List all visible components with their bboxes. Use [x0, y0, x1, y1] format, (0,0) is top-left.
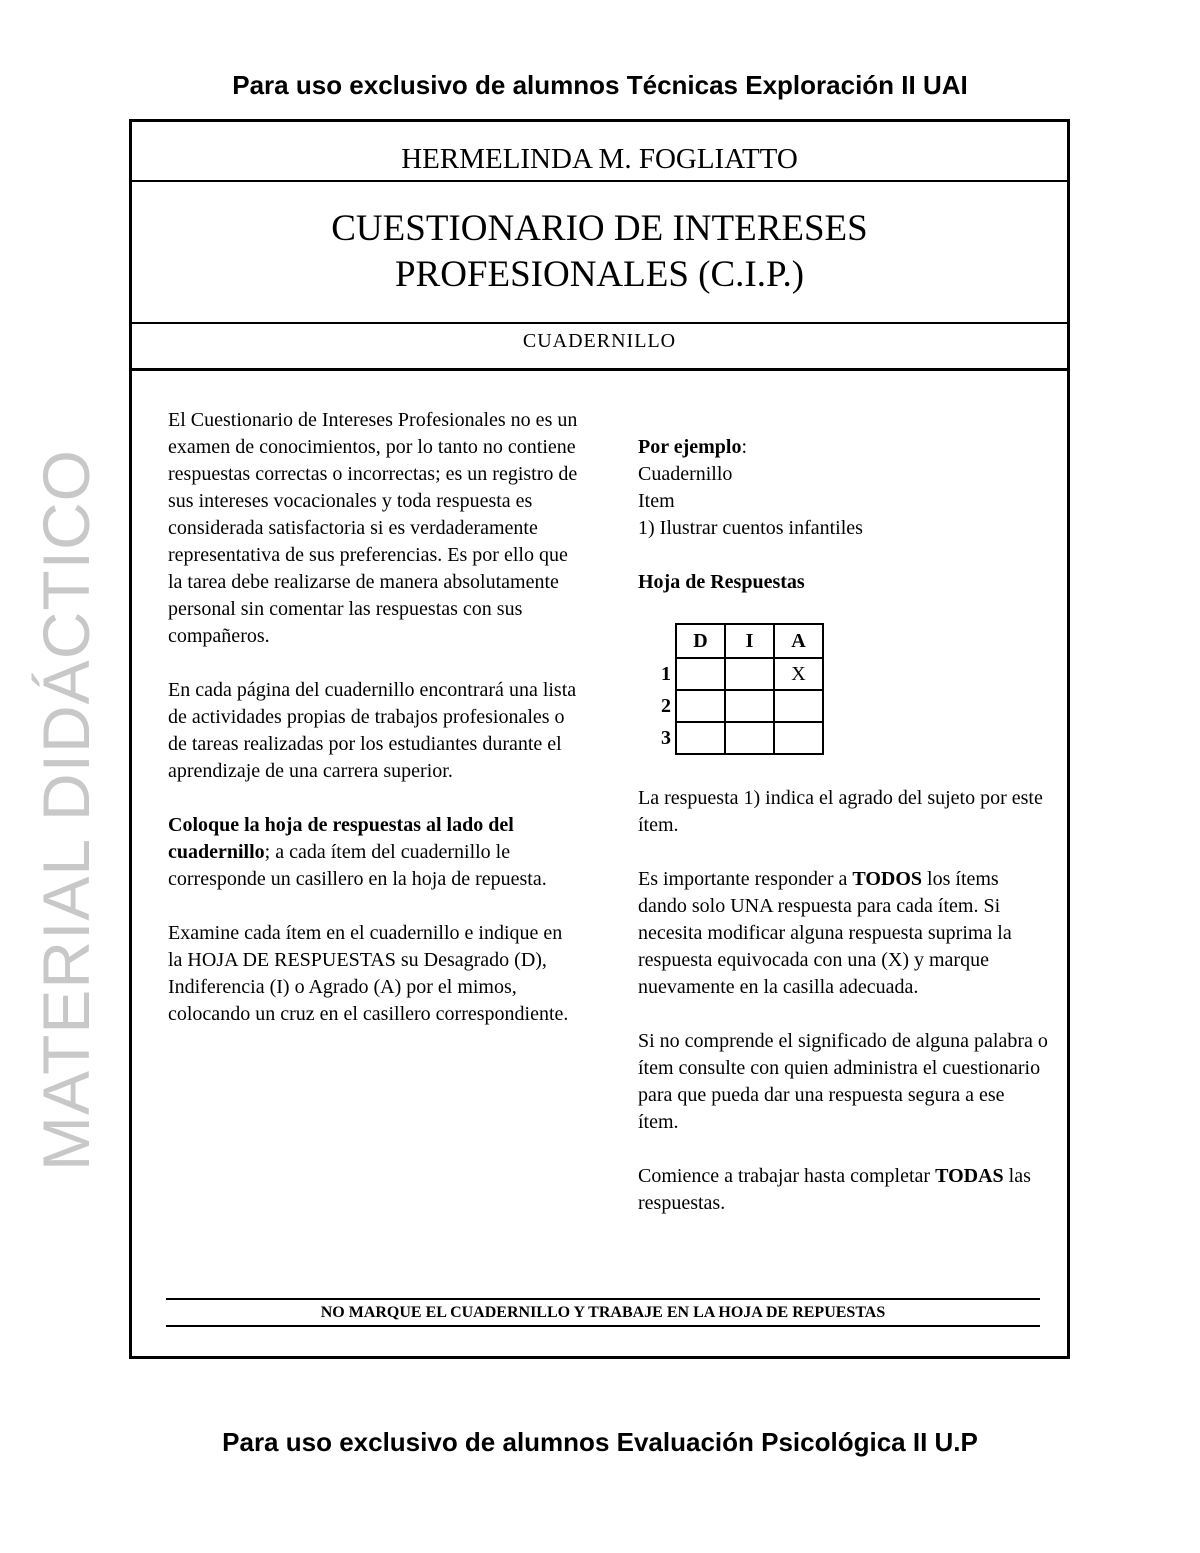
document-subtitle: CUADERNILLO [132, 324, 1067, 371]
footer-warning: NO MARQUE EL CUADERNILLO Y TRABAJE EN LA HOJA DE REPUESTAS [166, 1298, 1040, 1327]
grid-cell [676, 690, 725, 722]
title-line-1: CUESTIONARIO DE INTERESES [331, 208, 868, 249]
grid-row-label: 3 [661, 726, 671, 749]
example-line-2: Item [638, 490, 675, 512]
start-bold: TODAS [935, 1165, 1004, 1187]
instructions-right-column [638, 434, 1048, 1217]
grid-column-header: I [725, 624, 774, 658]
paragraph-start [638, 1163, 1048, 1217]
answer-sheet-label: Hoja de Respuestas [638, 571, 805, 593]
grid-cell [676, 722, 725, 754]
start-post: las respuestas. [638, 1165, 1031, 1214]
example-colon: : [741, 436, 748, 458]
grid-row [648, 690, 823, 722]
grid-header-row [648, 624, 823, 658]
grid-cell: X [774, 658, 823, 690]
paragraph-doubts: Si no comprende el significado de alguna palabra o ítem consulte con quien administra el cuestionario para que pueda dar una respuesta segura a ese ítem. [638, 1030, 1048, 1133]
paragraph-answer-meaning: La respuesta 1) indica el agrado del sujeto por este ítem. [638, 787, 1043, 836]
bottom-banner: Para uso exclusivo de alumnos Evaluación Psicológica II U.P [222, 1427, 978, 1457]
paragraph-content: En cada página del cuadernillo encontrará una lista de actividades propias de trabajos profesionales o de tareas realizadas por los estudiantes durante el aprendizaje de una carrera superior. [168, 679, 577, 782]
grid-cell [725, 722, 774, 754]
paragraph-important [638, 866, 1048, 1001]
watermark: MATERIAL DIDÁCTICO [29, 448, 103, 1172]
paragraph-intro: El Cuestionario de Intereses Profesionales no es un examen de conocimientos, por lo tanto no contiene respuestas correctas o incorrectas; es un registro de sus intereses vocacionales y toda respuesta es considerada satisfactoria si es verdaderamente representativa de sus preferencias. Es por ello que la tarea debe realizarse de manera absolutamente personal sin comentar las respuestas con sus compañeros. [168, 409, 578, 647]
important-post: los ítems dando solo UNA respuesta para cada ítem. Si necesita modificar alguna respuesta suprima la respuesta equivocada con una (X) y marque nuevamente en la casilla adecuada. [638, 868, 1012, 998]
top-banner: Para uso exclusivo de alumnos Técnicas Exploración II UAI [232, 70, 968, 100]
grid-row [648, 722, 823, 754]
grid-row-label: 2 [661, 694, 671, 717]
grid-cell [774, 722, 823, 754]
placement-rest: ; a cada ítem del cuadernillo le corresponde un casillero en la hoja de repuesta. [168, 841, 547, 890]
grid-row-label: 1 [661, 662, 671, 685]
example-heading [638, 434, 1048, 461]
example-line-3: 1) Ilustrar cuentos infantiles [638, 517, 863, 539]
important-pre: Es importante responder a [638, 868, 853, 890]
example-label: Por ejemplo [638, 436, 742, 458]
grid-cell [725, 690, 774, 722]
grid-row [648, 658, 823, 690]
paragraph-placement [168, 812, 578, 893]
important-bold: TODOS [852, 868, 923, 890]
placement-bold: Coloque la hoja de respuestas al lado del cuadernillo [168, 814, 514, 863]
document-title [132, 182, 1067, 324]
grid-corner [648, 624, 676, 658]
document-frame [129, 119, 1070, 1359]
start-pre: Comience a trabajar hasta completar [638, 1165, 936, 1187]
title-line-2: PROFESIONALES (C.I.P.) [394, 254, 805, 295]
grid-column-header: A [774, 624, 823, 658]
grid-cell [725, 658, 774, 690]
author-name: HERMELINDA M. FOGLIATTO [132, 122, 1067, 182]
paragraph-examine: Examine cada ítem en el cuadernillo e indique en la HOJA DE RESPUESTAS su Desagrado (D), Indiferencia (I) o Agrado (A) por el mimos, colocando un cruz en el casillero correspondiente. [168, 922, 569, 1025]
grid-column-header: D [676, 624, 725, 658]
example-answer-grid [648, 623, 824, 755]
grid-cell [774, 690, 823, 722]
answer-sheet-heading [638, 569, 1048, 596]
instructions-left-column [168, 407, 578, 1028]
example-line-1: Cuadernillo [638, 463, 733, 485]
grid-cell [676, 658, 725, 690]
